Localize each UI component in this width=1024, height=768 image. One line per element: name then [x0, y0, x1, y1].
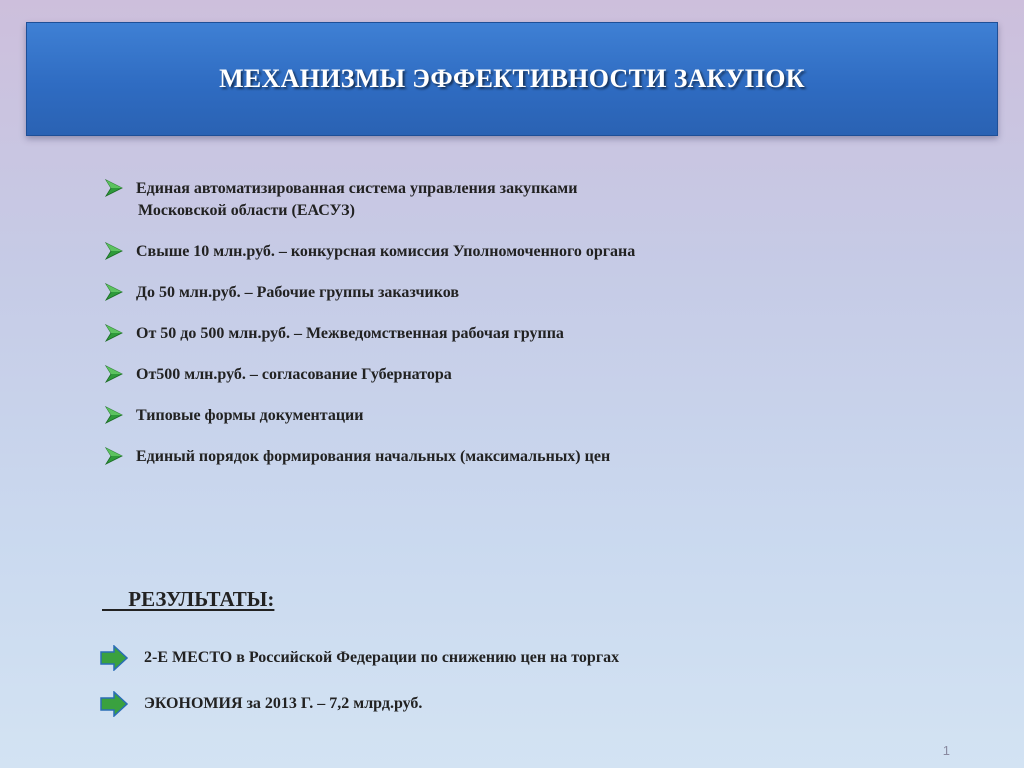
- list-item: [104, 446, 964, 468]
- result-item: [100, 645, 619, 671]
- list-item: [104, 282, 964, 304]
- list-item-text: До 50 млн.руб. – Рабочие группы заказчиков: [136, 284, 459, 301]
- result-text: ЭКОНОМИЯ за 2013 Г. – 7,2 млрд.руб.: [144, 695, 423, 712]
- slide-title: МЕХАНИЗМЫ ЭФФЕКТИВНОСТИ ЗАКУПОК: [219, 64, 805, 93]
- block-arrow-icon: [100, 691, 128, 717]
- arrow-bullet-icon: [104, 178, 124, 198]
- list-item-text: От500 млн.руб. – согласование Губернатора: [136, 366, 452, 383]
- title-bar: [26, 22, 998, 136]
- list-item-text: Единая автоматизированная система управления закупками: [136, 180, 578, 197]
- list-item: [104, 323, 964, 345]
- list-item-text: Единый порядок формирования начальных (максимальных) цен: [136, 448, 611, 465]
- list-item: [104, 178, 964, 222]
- results-heading: РЕЗУЛЬТАТЫ:: [102, 587, 275, 611]
- list-item: [104, 405, 964, 427]
- arrow-bullet-icon: [104, 405, 124, 425]
- list-item-text: От 50 до 500 млн.руб. – Межведомственная рабочая группа: [136, 325, 564, 342]
- arrow-bullet-icon: [104, 364, 124, 384]
- block-arrow-icon: [100, 645, 128, 671]
- list-item-text: Свыше 10 млн.руб. – конкурсная комиссия Уполномоченного органа: [136, 243, 636, 260]
- arrow-bullet-icon: [104, 323, 124, 343]
- result-text: 2-Е МЕСТО в Российской Федерации по снижению цен на торгах: [144, 649, 620, 666]
- list-item-text: Типовые формы документации: [136, 407, 364, 424]
- arrow-bullet-icon: [104, 282, 124, 302]
- slide-number: 1: [942, 743, 950, 758]
- arrow-bullet-icon: [104, 446, 124, 466]
- list-item: [104, 241, 964, 263]
- bullet-list: [104, 178, 964, 468]
- list-item: [104, 364, 964, 386]
- arrow-bullet-icon: [104, 241, 124, 261]
- result-item: [100, 691, 422, 717]
- list-item-text-continued: Московской области (ЕАСУЗ): [138, 202, 355, 219]
